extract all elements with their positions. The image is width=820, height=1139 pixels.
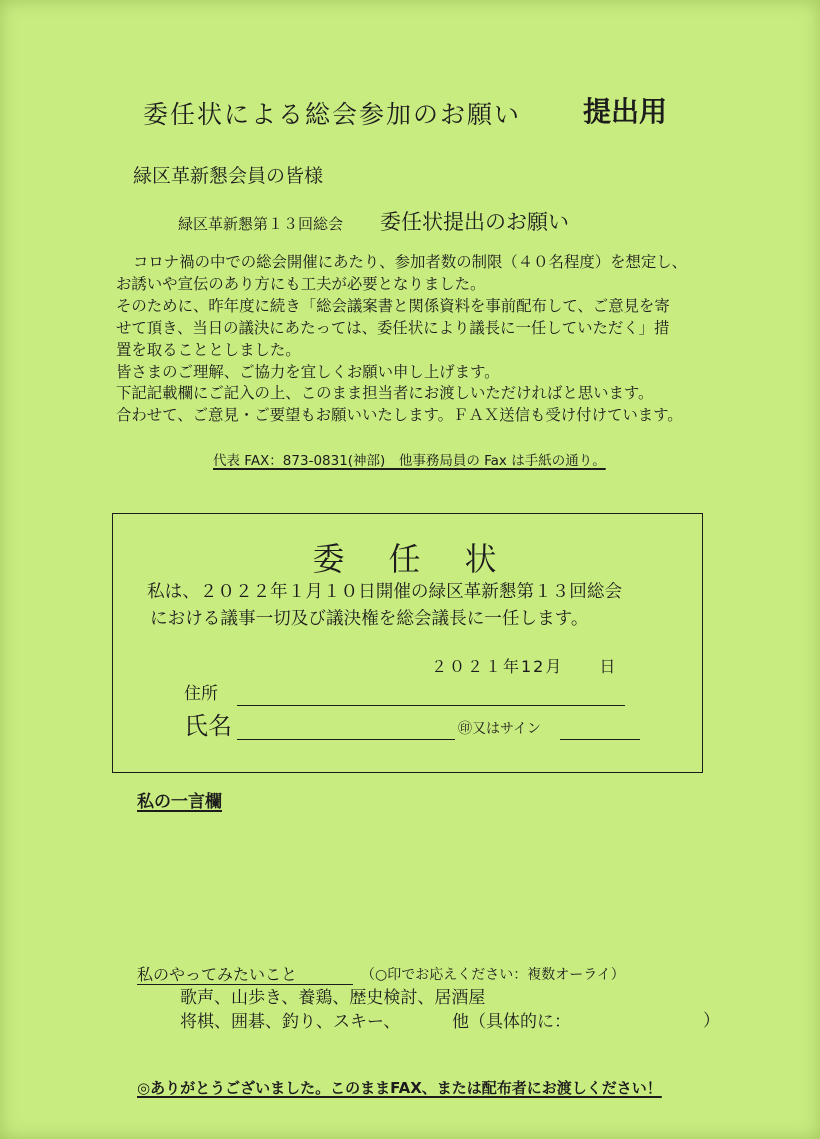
comment-section-label: 私の一言欄	[137, 792, 222, 812]
greeting: 緑区革新懇会員の皆様	[133, 165, 324, 187]
subtitle-meeting: 緑区革新懇第１３回総会	[178, 215, 344, 233]
closing-message: ◎ありがとうございました。このままFAX、または配布者にお渡しください！	[137, 1079, 662, 1097]
fax-note: 代表 FAX：873-0831(神部) 他事務局員の Fax は手紙の通り。	[213, 453, 606, 469]
paragraph-line: 皆さまのご理解、ご協力を宜しくお願い申し上げます。	[116, 362, 500, 381]
activity-options-line: 歌声、山歩き、養鶏、歴史検討、居酒屋	[180, 988, 486, 1008]
proxy-statement-line: 私は、２０２２年１月１０日開催の緑区革新懇第１３回総会	[147, 582, 623, 602]
other-activity-label: 他（具体的に：	[452, 1012, 571, 1032]
paragraph-line: 下記記載欄にご記入の上、このまま担当者にお渡しいただければと思います。	[116, 384, 654, 403]
proxy-statement-line: における議事一切及び議決権を総会議長に一任します。	[150, 609, 589, 629]
name-label: 氏名	[184, 712, 232, 740]
request-paragraph	[116, 252, 687, 427]
seal-or-signature-label: ㊞又はサイン	[458, 721, 542, 737]
signature-blank-line	[560, 739, 640, 740]
paragraph-line: そのために、昨年度に続き「総会議案書と関係資料を事前配布して、ご意見を寄	[116, 296, 670, 315]
subtitle-request: 委任状提出のお願い	[380, 210, 569, 234]
paragraph-line: 置を取ることとしました。	[116, 340, 301, 359]
paragraph-line: コロナ禍の中での総会開催にあたり、参加者数の制限（４０名程度）を想定し、	[133, 253, 688, 271]
name-blank-line	[237, 739, 455, 740]
activity-options-line: 将棋、囲碁、釣り、スキー、	[180, 1012, 401, 1032]
proxy-form-box	[112, 513, 703, 773]
submission-label: 提出用	[583, 95, 668, 128]
address-blank-line	[237, 705, 625, 706]
paragraph-line: 合わせて、ご意見・ご要望もお願いいたします。ＦＡＸ送信も受け付けています。	[116, 406, 683, 425]
proxy-date: ２０２１年12月 日	[431, 657, 618, 676]
paragraph-line: お誘いや宣伝のあり方にも工夫が必要となりました。	[116, 274, 486, 293]
proxy-heading: 委 任 状	[312, 540, 503, 578]
document-title: 委任状による総会参加のお願い	[143, 100, 522, 129]
address-label: 住所	[184, 684, 218, 704]
activities-label: 私のやってみたいこと	[137, 965, 353, 985]
other-activity-close: ）	[703, 1011, 720, 1031]
paragraph-line: せて頂き、当日の議決にあたっては、委任状により議長に一任していただく」措	[116, 318, 670, 337]
activities-instruction: （○印でお応えください：複数オーライ）	[361, 967, 625, 983]
